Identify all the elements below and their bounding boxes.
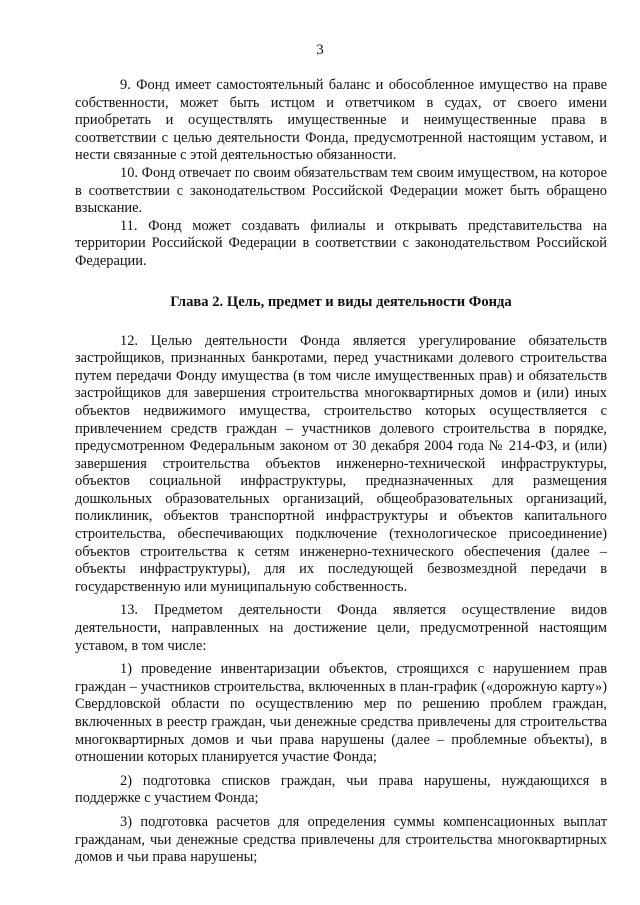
list-item-1: 1) проведение инвентаризации объектов, строящихся с нарушением прав граждан – участников строительства, включенных в план-график («дорожную карту») Свердловской области по осуществлению мер по решению проблем граждан, включенных в реестр граждан, чьи денежные средства привлечены для строительства многоквартирных домов и чьи права нарушены (далее – проблемные объекты), в отношении которых планируется участие Фонда; xyxy=(75,661,607,766)
paragraph-11: 11. Фонд может создавать филиалы и открывать представительства на территории Российской Федерации в соответствии с законодательством Российской Федерации. xyxy=(75,217,607,269)
list-item-3: 3) подготовка расчетов для определения суммы компенсационных выплат гражданам, чьи денежные средства привлечены для строительства многоквартирных домов и чьи права нарушены; xyxy=(75,813,607,866)
document-body xyxy=(75,77,607,867)
paragraph-10: 10. Фонд отвечает по своим обязательствам тем своим имуществом, на которое в соответствии с законодательством Российской Федерации может быть обращено взыскание. xyxy=(75,164,607,217)
paragraph-12: 12. Целью деятельности Фонда является урегулирование обязательств застройщиков, признанных банкротами, перед участниками долевого строительства путем передачи Фонду имущества (в том числе имущественных прав) и обязательств застройщиков для завершения строительства многоквартирных домов и (или) иных объектов недвижимого имущества, строительство которых осуществляется с привлечением средств граждан – участников долевого строительства в порядке, предусмотренном Федеральным законом от 30 декабря 2004 года № 214-ФЗ, и (или) завершения строительства объектов инженерно-технической инфраструктуры, объектов социальной инфраструктуры, предназначенных для размещения дошкольных образовательных организаций, общеобразовательных организаций, поликлиник, объектов транспортной инфраструктуры и объектов капитального строительства, обеспечивающих подключение (технологическое присоединение) объектов строительства к сетям инженерно-технического обеспечения (далее – объекты инфраструктуры), для их последующей безвозмездной передачи в государственную или муниципальную собственность. xyxy=(75,332,607,595)
paragraph-9: 9. Фонд имеет самостоятельный баланс и обособленное имущество на праве собственности, может быть истцом и ответчиком в судах, от своего имени приобретать и осуществлять имущественные и неимущественные права в соответствии с целью деятельности Фонда, предусмотренной настоящим уставом, и нести связанные с этой деятельностью обязанности. xyxy=(75,77,607,164)
paragraph-13: 13. Предметом деятельности Фонда является осуществление видов деятельности, направленных на достижение цели, предусмотренной настоящим уставом, в том числе: xyxy=(75,602,607,654)
list-item-2: 2) подготовка списков граждан, чьи права нарушены, нуждающихся в поддержке с участием Фонда; xyxy=(75,772,607,807)
page-number: 3 xyxy=(316,42,324,58)
chapter-heading: Глава 2. Цель, предмет и виды деятельности Фонда xyxy=(170,293,512,310)
